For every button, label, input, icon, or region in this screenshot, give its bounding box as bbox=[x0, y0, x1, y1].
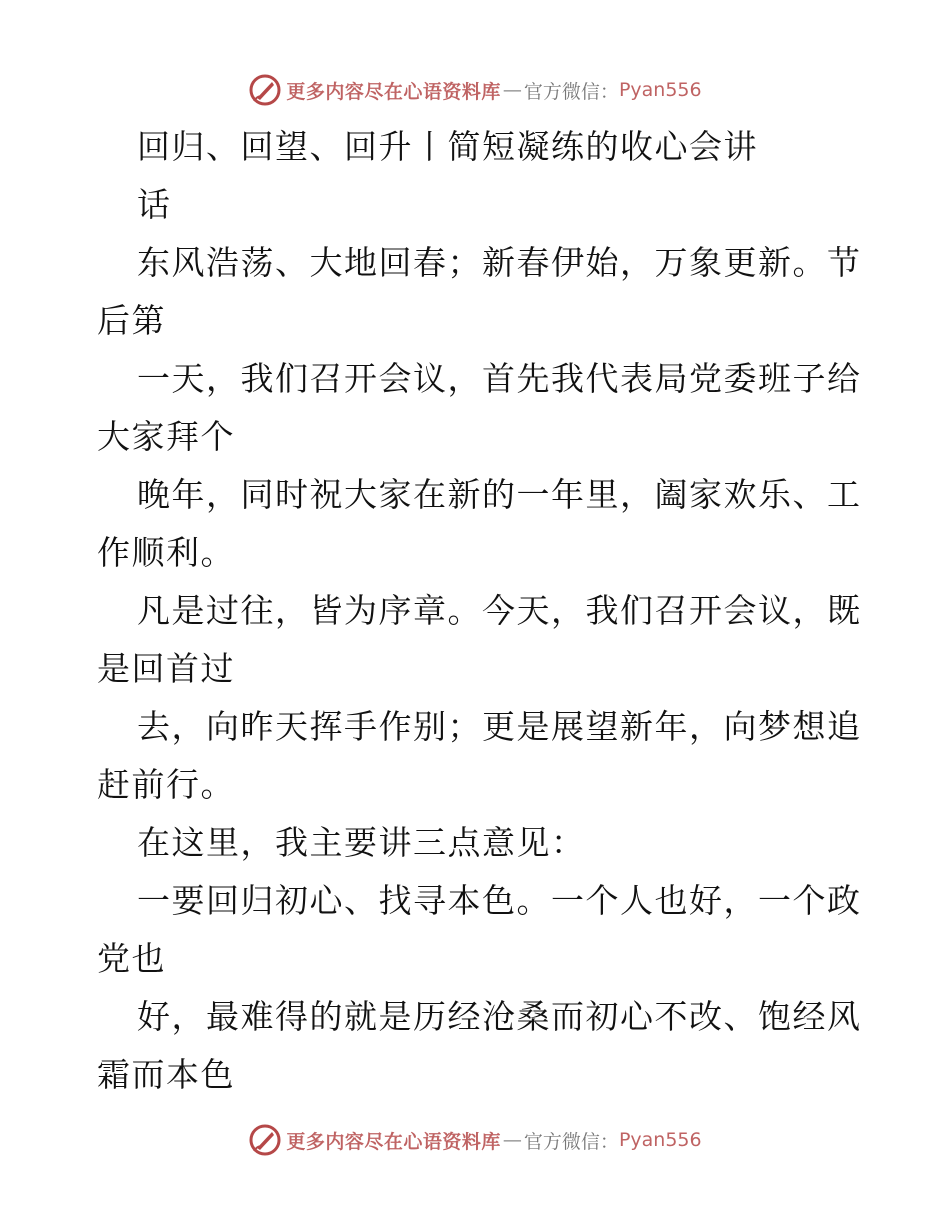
watermark-wechat-id: Pyan556 bbox=[618, 1129, 702, 1151]
paragraph-line: 霜而本色 bbox=[97, 1055, 235, 1094]
paragraph-line: 大家拜个 bbox=[97, 417, 235, 456]
watermark-wechat-id: Pyan556 bbox=[618, 79, 702, 101]
document-body bbox=[97, 118, 862, 1104]
paragraph-line: 东风浩荡、大地回春；新春伊始，万象更新。节 bbox=[137, 243, 862, 282]
paragraph-line: 在这里，我主要讲三点意见： bbox=[137, 823, 586, 862]
watermark-main-text: 更多内容尽在心语资料库 bbox=[286, 80, 501, 103]
paragraph-line: 是回首过 bbox=[97, 649, 235, 688]
header-watermark bbox=[0, 70, 950, 110]
paragraph-line: 晚年，同时祝大家在新的一年里，阖家欢乐、工 bbox=[137, 475, 862, 514]
watermark-main-text: 更多内容尽在心语资料库 bbox=[286, 1130, 501, 1153]
paragraph-line: 一天，我们召开会议，首先我代表局党委班子给 bbox=[137, 359, 862, 398]
paragraph-line: 去，向昨天挥手作别；更是展望新年，向梦想追 bbox=[137, 707, 862, 746]
watermark-sub-text: 官方微信： bbox=[523, 80, 619, 103]
paragraph-line: 党也 bbox=[97, 939, 166, 978]
paragraph-line: 凡是过往，皆为序章。今天，我们召开会议，既 bbox=[137, 591, 862, 630]
paragraph-line: 一要回归初心、找寻本色。一个人也好，一个政 bbox=[137, 881, 862, 920]
paragraph-line: 好，最难得的就是历经沧桑而初心不改、饱经风 bbox=[137, 997, 862, 1036]
watermark-dash: — bbox=[502, 79, 522, 101]
paragraph-line: 赶前行。 bbox=[97, 765, 235, 804]
quill-logo-icon bbox=[248, 73, 282, 107]
paragraph-line: 作顺利。 bbox=[97, 533, 235, 572]
footer-watermark bbox=[0, 1120, 950, 1160]
watermark-dash: — bbox=[502, 1129, 522, 1151]
document-title-line: 话 bbox=[137, 185, 172, 224]
watermark-sub-text: 官方微信： bbox=[523, 1130, 619, 1153]
document-title-line: 回归、回望、回升丨简短凝练的收心会讲 bbox=[137, 127, 758, 166]
quill-logo-icon bbox=[248, 1123, 282, 1157]
paragraph-line: 后第 bbox=[97, 301, 166, 340]
